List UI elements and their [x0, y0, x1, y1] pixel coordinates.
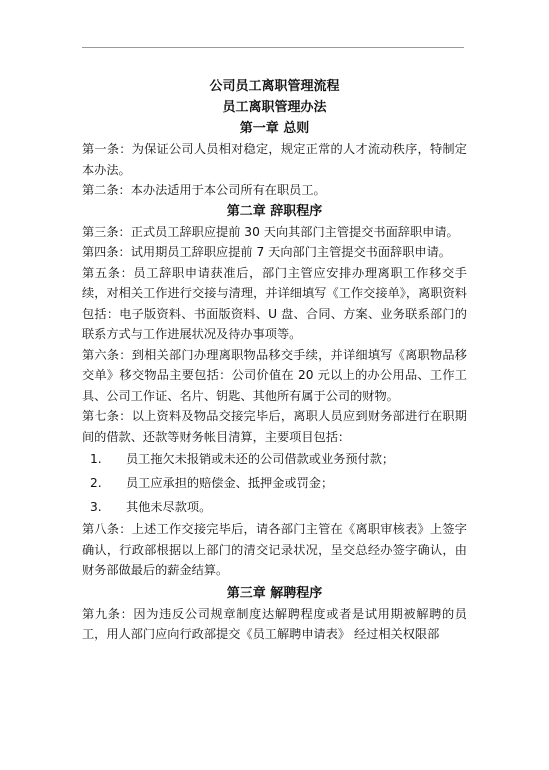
article-8: 第八条：上述工作交接完毕后，请各部门主管在《离职审核表》上签字确认，行政部根据以上部门的清交记录状况，呈交总经办签字确认，由财务部做最后的薪金结算。	[82, 522, 467, 577]
article-4: 第四条：试用期员工辞职应提前 7 天向部门主管提交书面辞职申请。	[82, 245, 451, 259]
list-item-number: 3.	[90, 500, 102, 514]
article-9: 第九条：因为违反公司规章制度达解聘程度或者是试用期被解聘的员工，用人部门应向行政部提交《员工解聘申请表》 经过相关权限部	[82, 606, 467, 641]
article-7: 第七条：以上资料及物品交接完毕后，离职人员应到财务部进行在职期间的借款、还款等财务帐目清算，主要项目包括：	[82, 409, 467, 444]
document-subtitle: 员工离职管理办法	[222, 100, 327, 115]
header-rule	[82, 47, 464, 48]
article-1: 第一条：为保证公司人员相对稳定，规定正常的人才流动秩序，特制定本办法。	[82, 142, 467, 177]
list-item-text: 员工应承担的赔偿金、抵押金或罚金；	[126, 476, 334, 490]
chapter-2-heading: 第二章 辞职程序	[226, 203, 323, 219]
list-item-text: 其他未尽款项。	[126, 500, 212, 514]
list-item-text: 员工拖欠未报销或未还的公司借款或业务预付款；	[126, 452, 395, 466]
article-3: 第三条：正式员工辞职应提前 30 天向其部门主管提交书面辞职申请。	[82, 224, 459, 239]
chapter-3-heading: 第三章 解聘程序	[226, 585, 323, 601]
document-title: 公司员工离职管理流程	[209, 79, 340, 94]
list-item-number: 1.	[90, 452, 102, 466]
article-2: 第二条：本办法适用于本公司所有在职员工。	[82, 183, 326, 197]
chapter-1-heading: 第一章 总则	[239, 121, 310, 136]
list-item	[82, 471, 467, 495]
document-body	[82, 76, 467, 645]
article-6: 第六条：到相关部门办理离职物品移交手续，并详细填写《离职物品移交单》移交物品主要包括：公司价值在 20 元以上的办公用品、工作工具、公司工作证、名片、钥匙、其他所有属于公司的财物。	[82, 347, 467, 403]
list-item-number: 2.	[90, 476, 102, 490]
list-item	[82, 495, 467, 519]
article-5: 第五条：员工辞职申请获准后，部门主管应安排办理离职工作移交手续，对相关工作进行交接与清理，并详细填写《工作交接单》，离职资料包括：电子版资料、书面版资料、U 盘、合同、方案、业务联系部门的联系方式与工作进展状况及待办事项等。	[82, 265, 467, 341]
list-item	[82, 447, 467, 471]
